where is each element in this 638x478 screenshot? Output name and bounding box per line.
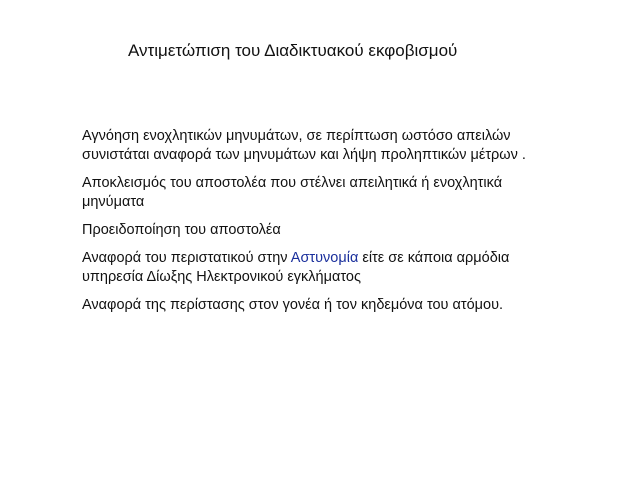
paragraph-line: Αποκλεισμός του αποστολέα που στέλνει απειλητικά ή ενοχλητικά (82, 175, 503, 191)
paragraph-line: Προειδοποίηση του αποστολέα (82, 222, 281, 238)
paragraph-line: υπηρεσία Δίωξης Ηλεκτρονικού εγκλήματος (82, 269, 361, 285)
paragraph-ignore-messages (82, 127, 582, 165)
paragraph-line: μηνύματα (82, 194, 145, 210)
text-segment: είτε σε κάποια αρμόδια (358, 250, 510, 266)
paragraph-warn-sender (82, 221, 582, 240)
paragraph-line: συνιστάται αναφορά των μηνυμάτων και λήψη προληπτικών μέτρων . (82, 147, 526, 163)
text-segment: Αναφορά του περιστατικού στην (82, 250, 291, 266)
paragraph-block-sender (82, 174, 582, 212)
paragraph-report-police (82, 249, 582, 287)
slide-body (82, 127, 582, 324)
police-link[interactable]: Αστυνομία (290, 250, 359, 266)
paragraph-line (82, 249, 582, 268)
paragraph-line: Αγνόηση ενοχλητικών μηνυμάτων, σε περίπτωση ωστόσο απειλών (82, 128, 511, 144)
paragraph-report-guardian (82, 296, 582, 315)
paragraph-line: Αναφορά της περίστασης στον γονέα ή τον κηδεμόνα του ατόμου. (82, 297, 504, 313)
slide-title: Αντιμετώπιση του Διαδικτυακού εκφοβισμού (128, 41, 458, 60)
